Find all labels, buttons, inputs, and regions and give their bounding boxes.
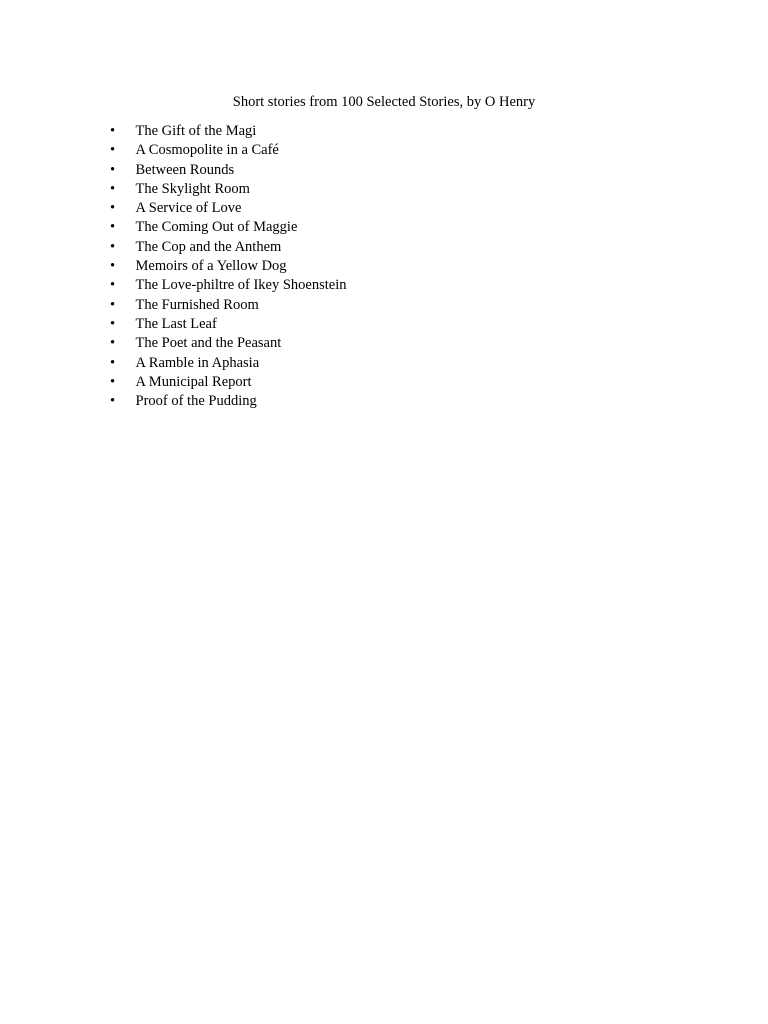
bullet-icon: •	[110, 354, 116, 371]
bullet-icon: •	[110, 258, 116, 275]
bullet-icon: •	[110, 180, 116, 197]
list-item	[104, 238, 347, 257]
list-item	[104, 199, 347, 218]
bullet-icon: •	[110, 238, 116, 255]
list-item	[104, 161, 347, 180]
bullet-icon: •	[110, 200, 116, 217]
list-item	[104, 122, 347, 141]
story-title: The Furnished Room	[135, 296, 259, 313]
story-title: Proof of the Pudding	[135, 393, 257, 410]
bullet-icon: •	[110, 123, 116, 139]
story-title: The Skylight Room	[135, 180, 250, 197]
list-item	[104, 334, 347, 353]
bullet-icon: •	[110, 393, 116, 410]
story-title: The Love-philtre of Ikey Shoenstein	[135, 277, 347, 294]
list-item	[104, 180, 347, 199]
bullet-icon: •	[110, 315, 116, 332]
list-item	[104, 296, 347, 315]
bullet-icon: •	[110, 296, 116, 313]
bullet-icon: •	[110, 142, 116, 159]
list-item	[104, 392, 347, 411]
story-title: The Last Leaf	[135, 315, 217, 332]
story-title: Between Rounds	[135, 161, 235, 178]
bullet-icon: •	[110, 277, 116, 294]
document-title: Short stories from 100 Selected Stories, by O Henry	[232, 94, 536, 110]
story-title: The Coming Out of Maggie	[135, 219, 298, 236]
story-title: A Municipal Report	[135, 373, 252, 390]
list-item	[104, 276, 347, 295]
list-item	[104, 141, 347, 160]
story-title: The Gift of the Magi	[135, 123, 257, 139]
story-title: A Cosmopolite in a Café	[135, 142, 279, 159]
list-item	[104, 373, 347, 392]
story-list	[104, 122, 347, 411]
list-item	[104, 257, 347, 276]
bullet-icon: •	[110, 335, 116, 352]
list-item	[104, 354, 347, 373]
bullet-icon: •	[110, 373, 116, 390]
bullet-icon: •	[110, 161, 116, 178]
bullet-icon: •	[110, 219, 116, 236]
list-item	[104, 315, 347, 334]
story-title: The Poet and the Peasant	[135, 335, 282, 352]
story-title: A Ramble in Aphasia	[135, 354, 260, 371]
story-title: A Service of Love	[135, 200, 242, 217]
story-title: The Cop and the Anthem	[135, 238, 282, 255]
story-title: Memoirs of a Yellow Dog	[135, 258, 287, 275]
list-item	[104, 218, 347, 237]
